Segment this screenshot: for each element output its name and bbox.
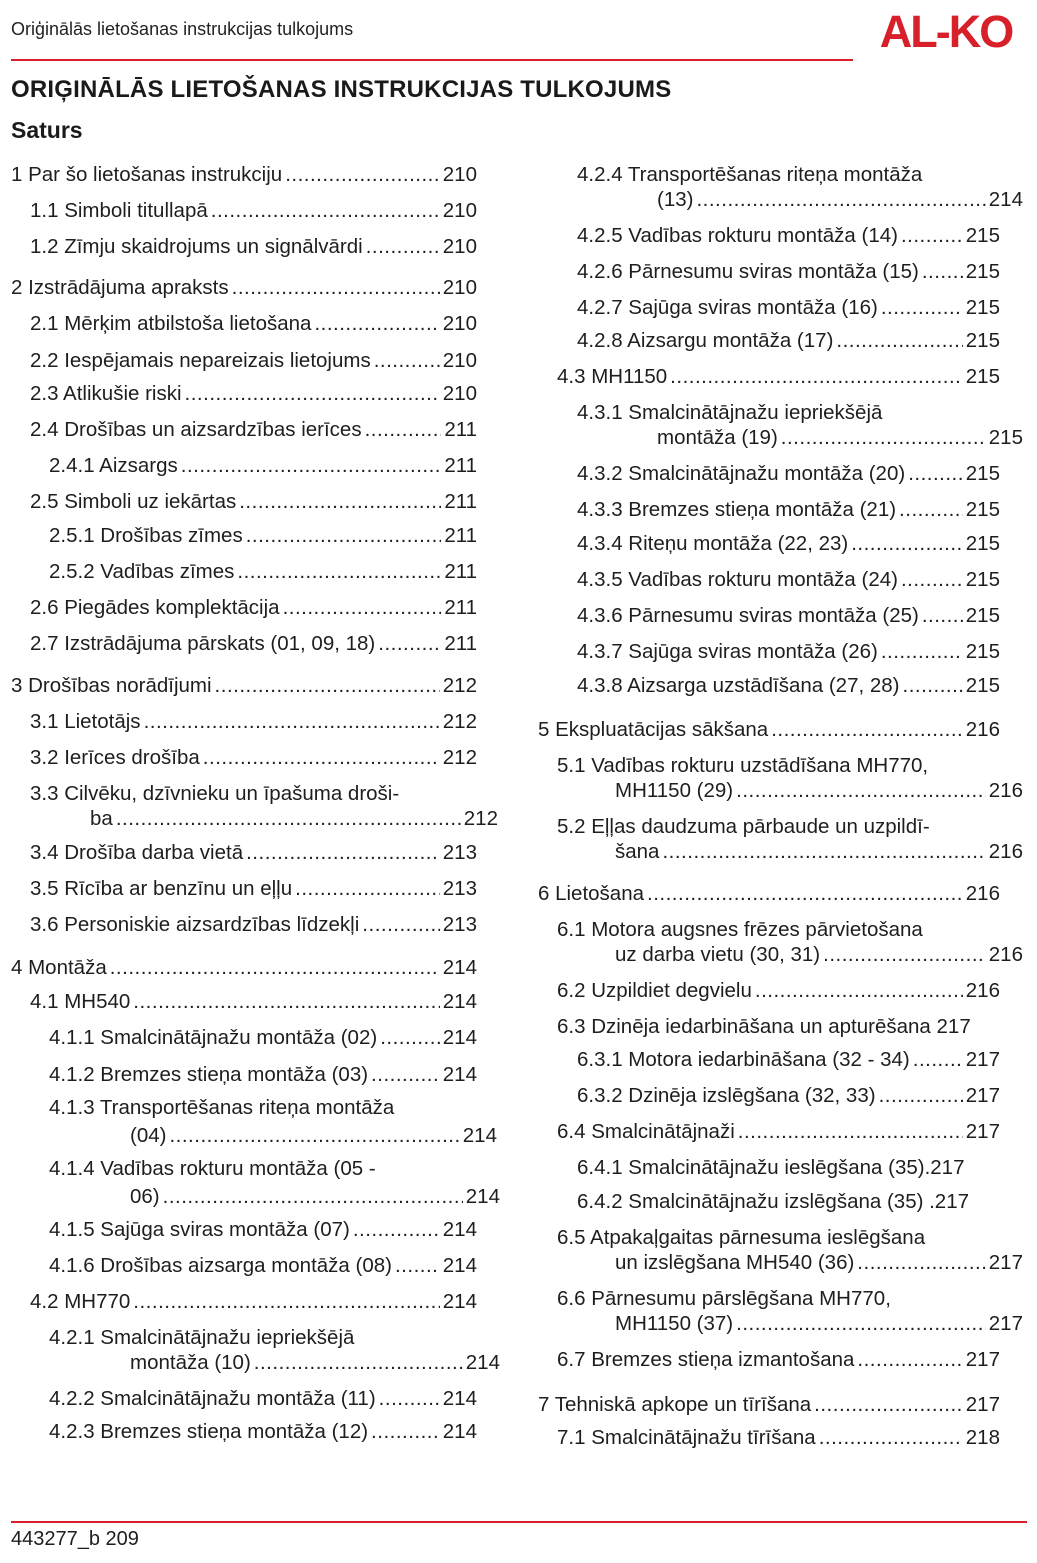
toc-entry-line1[interactable]: 6.5 Atpakaļgaitas pārnesuma ieslēgšana <box>557 1226 926 1249</box>
toc-entry[interactable]: 2.7 Izstrādājuma pārskats (01, 09, 18) ..... 211 <box>30 631 477 656</box>
toc-entry[interactable]: 4.1 MH540 ..... 214 <box>30 989 477 1014</box>
toc-entry[interactable]: 1 Par šo lietošanas instrukciju ..... 210 <box>11 162 477 187</box>
toc-entry-line1[interactable]: 6.1 Motora augsnes frēzes pārvietošana <box>557 918 923 941</box>
toc-entry[interactable]: 4.1.6 Drošības aizsarga montāža (08) ..... 214 <box>49 1253 477 1278</box>
toc-entry-line2[interactable]: šana ..... 216 <box>615 839 1023 864</box>
toc-entry[interactable]: 7.1 Smalcinātājnažu tīrīšana ..... 218 <box>557 1425 1000 1450</box>
toc-entry[interactable]: 1.2 Zīmju skaidrojums un signālvārdi ..... 210 <box>30 234 477 259</box>
toc-entry[interactable]: 6.4.1 Smalcinātājnažu ieslēgšana (35).217 <box>577 1156 965 1179</box>
toc-entry[interactable]: 5 Ekspluatācijas sākšana ..... 216 <box>538 717 1000 742</box>
toc-entry[interactable]: 2.6 Piegādes komplektācija ..... 211 <box>30 595 477 620</box>
toc-entry[interactable]: 4.3.8 Aizsarga uzstādīšana (27, 28) ..... 215 <box>577 673 1000 698</box>
toc-entry[interactable]: 2.1 Mērķim atbilstoša lietošana ..... 210 <box>30 311 477 336</box>
toc-entry-line2[interactable]: montāža (10) ..... 214 <box>130 1350 500 1375</box>
toc-entry[interactable]: 6.3.1 Motora iedarbināšana (32 - 34) ..... 217 <box>577 1047 1000 1072</box>
toc-entry[interactable]: 4.1.5 Sajūga sviras montāža (07) ..... 214 <box>49 1217 477 1242</box>
toc-entry-line2[interactable]: montāža (19) ..... 215 <box>657 425 1023 450</box>
toc-entry[interactable]: 4.2.6 Pārnesumu sviras montāža (15) ..... 215 <box>577 259 1000 284</box>
toc-entry[interactable]: 6 Lietošana ..... 216 <box>538 881 1000 906</box>
toc-entry[interactable]: 3.6 Personiskie aizsardzības līdzekļi ..... 213 <box>30 912 477 937</box>
toc-entry-line1[interactable]: 4.2.1 Smalcinātājnažu iepriekšējā <box>49 1326 355 1349</box>
toc-entry[interactable]: 4.3.4 Riteņu montāža (22, 23) ..... 215 <box>577 531 1000 556</box>
running-header: Oriģinālās lietošanas instrukcijas tulkojums <box>11 19 354 39</box>
footer-page-id: 443277_b 209 <box>11 1528 139 1550</box>
toc-entry-line2[interactable]: 06) ..... 214 <box>130 1184 500 1209</box>
toc-entry[interactable]: 6.4.2 Smalcinātājnažu izslēgšana (35) .217 <box>577 1190 970 1213</box>
toc-entry-line2[interactable]: (04) ..... 214 <box>130 1123 497 1148</box>
toc-entry[interactable]: 4.2.5 Vadības rokturu montāža (14) ..... 215 <box>577 223 1000 248</box>
toc-entry-line1[interactable]: 5.1 Vadības rokturu uzstādīšana MH770, <box>557 754 929 777</box>
toc-entry-line2[interactable]: MH1150 (29) ..... 216 <box>615 778 1023 803</box>
toc-entry-line1[interactable]: 4.1.4 Vadības rokturu montāža (05 - <box>49 1157 376 1180</box>
toc-entry-line1[interactable]: 6.6 Pārnesumu pārslēgšana MH770, <box>557 1287 891 1310</box>
toc-entry[interactable]: 1.1 Simboli titullapā ..... 210 <box>30 198 477 223</box>
toc-entry[interactable]: 4 Montāža ..... 214 <box>11 955 477 980</box>
toc-entry[interactable]: 4.3.2 Smalcinātājnažu montāža (20) ..... 215 <box>577 461 1000 486</box>
toc-entry[interactable]: 6.3 Dzinēja iedarbināšana un apturēšana 217 <box>557 1015 971 1038</box>
toc-entry-line1[interactable]: 5.2 Eļļas daudzuma pārbaude un uzpildī- <box>557 815 930 838</box>
header-rule <box>11 59 853 61</box>
toc-entry[interactable]: 2.4.1 Aizsargs ..... 211 <box>49 453 477 478</box>
footer-rule <box>11 1521 1027 1523</box>
toc-entry[interactable]: 2.5 Simboli uz iekārtas ..... 211 <box>30 489 477 514</box>
toc-entry[interactable]: 4.2.3 Bremzes stieņa montāža (12) ..... 214 <box>49 1419 477 1444</box>
toc-entry[interactable]: 6.4 Smalcinātājnaži ..... 217 <box>557 1119 1000 1144</box>
toc-entry-line2[interactable]: un izslēgšana MH540 (36) ..... 217 <box>615 1250 1023 1275</box>
toc-entry-line1[interactable]: 3.3 Cilvēku, dzīvnieku un īpašuma droši- <box>30 782 400 805</box>
toc-entry[interactable]: 3.5 Rīcība ar benzīnu un eļļu ..... 213 <box>30 876 477 901</box>
toc-entry[interactable]: 4.3.6 Pārnesumu sviras montāža (25) ..... 215 <box>577 603 1000 628</box>
toc-entry-line2[interactable]: uz darba vietu (30, 31) ..... 216 <box>615 942 1023 967</box>
toc-entry[interactable]: 7 Tehniskā apkope un tīrīšana ..... 217 <box>538 1392 1000 1417</box>
toc-entry[interactable]: 4.2 MH770 ..... 214 <box>30 1289 477 1314</box>
toc-entry[interactable]: 4.3.3 Bremzes stieņa montāža (21) ..... 215 <box>577 497 1000 522</box>
alko-logo <box>864 8 1028 54</box>
toc-entry[interactable]: 2.5.2 Vadības zīmes ..... 211 <box>49 559 477 584</box>
toc-entry[interactable]: 2.3 Atlikušie riski ..... 210 <box>30 381 477 406</box>
toc-entry[interactable]: 6.2 Uzpildiet degvielu ..... 216 <box>557 978 1000 1003</box>
toc-entry-line2[interactable]: (13) ..... 214 <box>657 187 1023 212</box>
alko-logo-text: AL-KO <box>879 8 1013 54</box>
toc-entry-line1[interactable]: 4.1.3 Transportēšanas riteņa montāža <box>49 1096 395 1119</box>
toc-entry[interactable]: 4.3.5 Vadības rokturu montāža (24) ..... 215 <box>577 567 1000 592</box>
toc-entry[interactable]: 4.3.7 Sajūga sviras montāža (26) ..... 215 <box>577 639 1000 664</box>
toc-entry[interactable]: 4.2.2 Smalcinātājnažu montāža (11) ..... 214 <box>49 1386 477 1411</box>
toc-entry[interactable]: 4.1.1 Smalcinātājnažu montāža (02) ..... 214 <box>49 1025 477 1050</box>
toc-entry-line2[interactable]: ba ..... 212 <box>90 806 498 831</box>
toc-entry[interactable]: 4.2.8 Aizsargu montāža (17) ..... 215 <box>577 328 1000 353</box>
toc-entry[interactable]: 3 Drošības norādījumi ..... 212 <box>11 673 477 698</box>
toc-entry[interactable]: 3.1 Lietotājs ..... 212 <box>30 709 477 734</box>
toc-entry-line2[interactable]: MH1150 (37) ..... 217 <box>615 1311 1023 1336</box>
toc-entry[interactable]: 4.2.7 Sajūga sviras montāža (16) ..... 215 <box>577 295 1000 320</box>
toc-entry[interactable]: 3.2 Ierīces drošība ..... 212 <box>30 745 477 770</box>
toc-entry[interactable]: 2.5.1 Drošības zīmes ..... 211 <box>49 523 477 548</box>
toc-heading: Saturs <box>11 117 83 143</box>
toc-entry[interactable]: 2 Izstrādājuma apraksts ..... 210 <box>11 275 477 300</box>
toc-entry[interactable]: 2.4 Drošības un aizsardzības ierīces ..... 211 <box>30 417 477 442</box>
toc-entry[interactable]: 3.4 Drošība darba vietā ..... 213 <box>30 840 477 865</box>
toc-entry[interactable]: 2.2 Iespējamais nepareizais lietojums ..... 210 <box>30 348 477 373</box>
toc-entry[interactable]: 6.7 Bremzes stieņa izmantošana ..... 217 <box>557 1347 1000 1372</box>
toc-entry[interactable]: 4.1.2 Bremzes stieņa montāža (03) ..... 214 <box>49 1062 477 1087</box>
toc-entry-line1[interactable]: 4.3.1 Smalcinātājnažu iepriekšējā <box>577 401 883 424</box>
toc-entry[interactable]: 4.3 MH1150 ..... 215 <box>557 364 1000 389</box>
toc-entry[interactable]: 6.3.2 Dzinēja izslēgšana (32, 33) ..... 217 <box>577 1083 1000 1108</box>
toc-entry-line1[interactable]: 4.2.4 Transportēšanas riteņa montāža <box>577 163 923 186</box>
page-title: ORIĢINĀLĀS LIETOŠANAS INSTRUKCIJAS TULKOJUMS <box>11 76 672 103</box>
